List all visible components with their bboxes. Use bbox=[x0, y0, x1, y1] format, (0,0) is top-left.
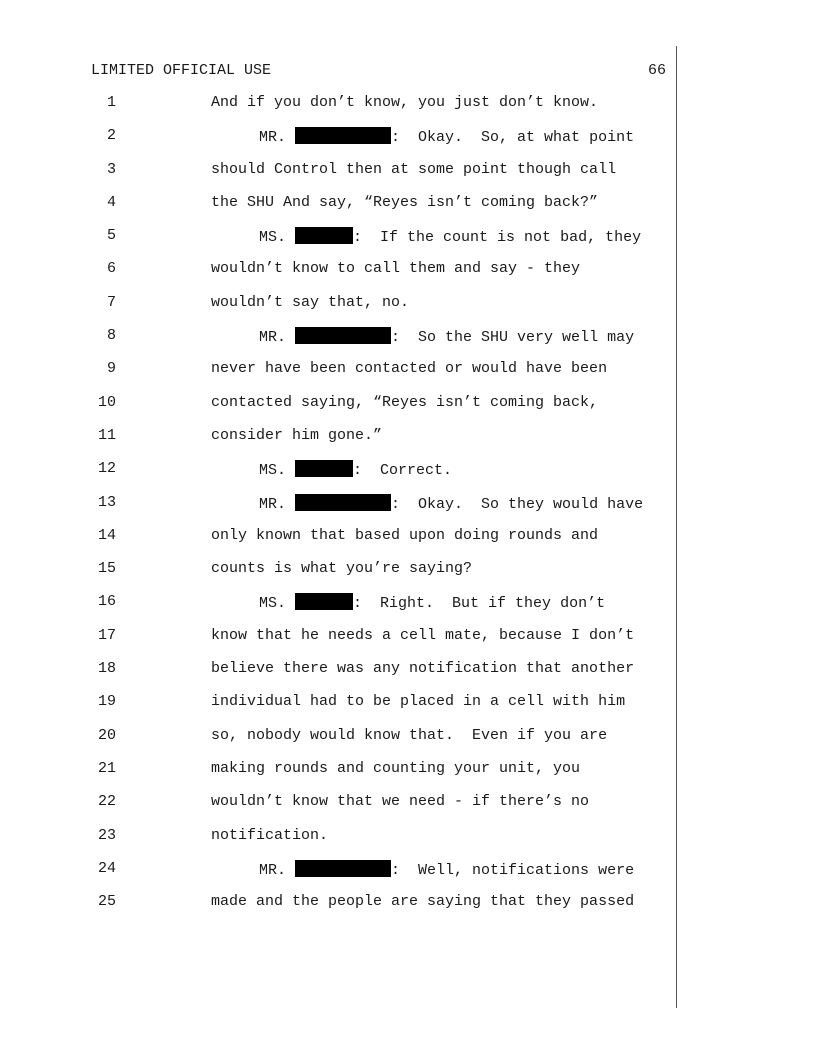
redaction-block bbox=[295, 494, 391, 511]
speech-text: : Okay. So, at what point bbox=[391, 129, 635, 147]
line-number: 15 bbox=[98, 560, 117, 578]
transcript-line bbox=[0, 693, 676, 726]
line-number: 13 bbox=[98, 493, 117, 511]
line-number: 18 bbox=[98, 660, 117, 678]
line-text: only known that based upon doing rounds and bbox=[211, 526, 599, 544]
speaker-line bbox=[259, 460, 452, 479]
redaction-block bbox=[295, 227, 353, 244]
line-text: wouldn’t know that we need - if there’s no bbox=[211, 793, 590, 811]
line-number: 6 bbox=[106, 260, 116, 278]
line-number: 21 bbox=[98, 759, 117, 777]
speaker-title: MS. bbox=[259, 462, 287, 480]
speaker-title: MR. bbox=[259, 329, 287, 347]
line-text: know that he needs a cell mate, because I don’t bbox=[211, 626, 635, 644]
line-number: 22 bbox=[98, 793, 117, 811]
page-number: 66 bbox=[648, 62, 667, 79]
line-number: 20 bbox=[98, 726, 117, 744]
speaker-line bbox=[259, 127, 634, 146]
redaction-block bbox=[295, 127, 391, 144]
line-text: wouldn’t say that, no. bbox=[211, 293, 410, 311]
transcript-line bbox=[0, 593, 676, 626]
line-text: made and the people are saying that they passed bbox=[211, 893, 635, 911]
transcript-line bbox=[0, 494, 676, 527]
transcript-line bbox=[0, 427, 676, 460]
classification-header: LIMITED OFFICIAL USE bbox=[91, 62, 272, 79]
line-text: the SHU And say, “Reyes isn’t coming back?” bbox=[211, 193, 599, 211]
transcript-line bbox=[0, 727, 676, 760]
line-number: 24 bbox=[98, 859, 117, 877]
speech-text: : Right. But if they don’t bbox=[353, 595, 606, 613]
line-text: consider him gone.” bbox=[211, 426, 383, 444]
line-text: should Control then at some point though call bbox=[211, 160, 617, 178]
transcript-line bbox=[0, 760, 676, 793]
line-number: 16 bbox=[98, 593, 117, 611]
transcript-lines bbox=[0, 94, 676, 926]
line-text: counts is what you’re saying? bbox=[211, 560, 473, 578]
transcript-line bbox=[0, 161, 676, 194]
speech-text: : Well, notifications were bbox=[391, 861, 635, 879]
line-number: 11 bbox=[98, 426, 117, 444]
speaker-title: MS. bbox=[259, 595, 287, 613]
transcript-line bbox=[0, 327, 676, 360]
line-text: individual had to be placed in a cell with him bbox=[211, 693, 626, 711]
speaker-line bbox=[259, 327, 634, 346]
transcript-line bbox=[0, 227, 676, 260]
transcript-line bbox=[0, 627, 676, 660]
line-number: 17 bbox=[98, 626, 117, 644]
line-number: 5 bbox=[106, 227, 116, 245]
right-margin-rule bbox=[676, 46, 677, 1008]
line-number: 1 bbox=[106, 94, 116, 111]
line-number: 23 bbox=[98, 826, 117, 844]
speaker-title: MS. bbox=[259, 229, 287, 247]
transcript-line bbox=[0, 127, 676, 160]
transcript-line bbox=[0, 827, 676, 860]
speaker-line bbox=[259, 593, 605, 612]
line-number: 10 bbox=[98, 393, 117, 411]
line-text: wouldn’t know to call them and say - they bbox=[211, 260, 581, 278]
line-number: 8 bbox=[106, 327, 116, 345]
line-number: 2 bbox=[106, 127, 116, 145]
transcript-line bbox=[0, 394, 676, 427]
line-text: believe there was any notification that another bbox=[211, 660, 635, 678]
transcript-line bbox=[0, 294, 676, 327]
speech-text: : So the SHU very well may bbox=[391, 329, 635, 347]
transcript-line bbox=[0, 260, 676, 293]
transcript-line bbox=[0, 360, 676, 393]
line-number: 14 bbox=[98, 526, 117, 544]
speaker-title: MR. bbox=[259, 129, 287, 147]
line-number: 3 bbox=[106, 160, 116, 178]
transcript-line bbox=[0, 860, 676, 893]
line-number: 4 bbox=[106, 193, 116, 211]
speech-text: : If the count is not bad, they bbox=[353, 229, 642, 247]
speaker-line bbox=[259, 494, 643, 513]
redaction-block bbox=[295, 860, 391, 877]
transcript-line bbox=[0, 660, 676, 693]
redaction-block bbox=[295, 327, 391, 344]
line-number: 19 bbox=[98, 693, 117, 711]
line-number: 12 bbox=[98, 460, 117, 478]
line-text: And if you don’t know, you just don’t know. bbox=[211, 94, 599, 111]
speech-text: : Okay. So they would have bbox=[391, 495, 644, 513]
redaction-block bbox=[295, 593, 353, 610]
line-number: 9 bbox=[106, 360, 116, 378]
line-text: making rounds and counting your unit, you bbox=[211, 759, 581, 777]
transcript-line bbox=[0, 94, 676, 127]
speaker-line bbox=[259, 227, 641, 246]
line-text: notification. bbox=[211, 826, 329, 844]
speech-text: : Correct. bbox=[353, 462, 453, 480]
speaker-title: MR. bbox=[259, 861, 287, 879]
speaker-line bbox=[259, 860, 634, 879]
redaction-block bbox=[295, 460, 353, 477]
transcript-line bbox=[0, 194, 676, 227]
line-number: 7 bbox=[106, 293, 116, 311]
transcript-line bbox=[0, 793, 676, 826]
speaker-title: MR. bbox=[259, 495, 287, 513]
line-number: 25 bbox=[98, 893, 117, 911]
line-text: so, nobody would know that. Even if you are bbox=[211, 726, 608, 744]
transcript-line bbox=[0, 560, 676, 593]
transcript-line bbox=[0, 893, 676, 926]
transcript-line bbox=[0, 527, 676, 560]
line-text: never have been contacted or would have been bbox=[211, 360, 608, 378]
transcript-line bbox=[0, 460, 676, 493]
line-text: contacted saying, “Reyes isn’t coming back, bbox=[211, 393, 599, 411]
